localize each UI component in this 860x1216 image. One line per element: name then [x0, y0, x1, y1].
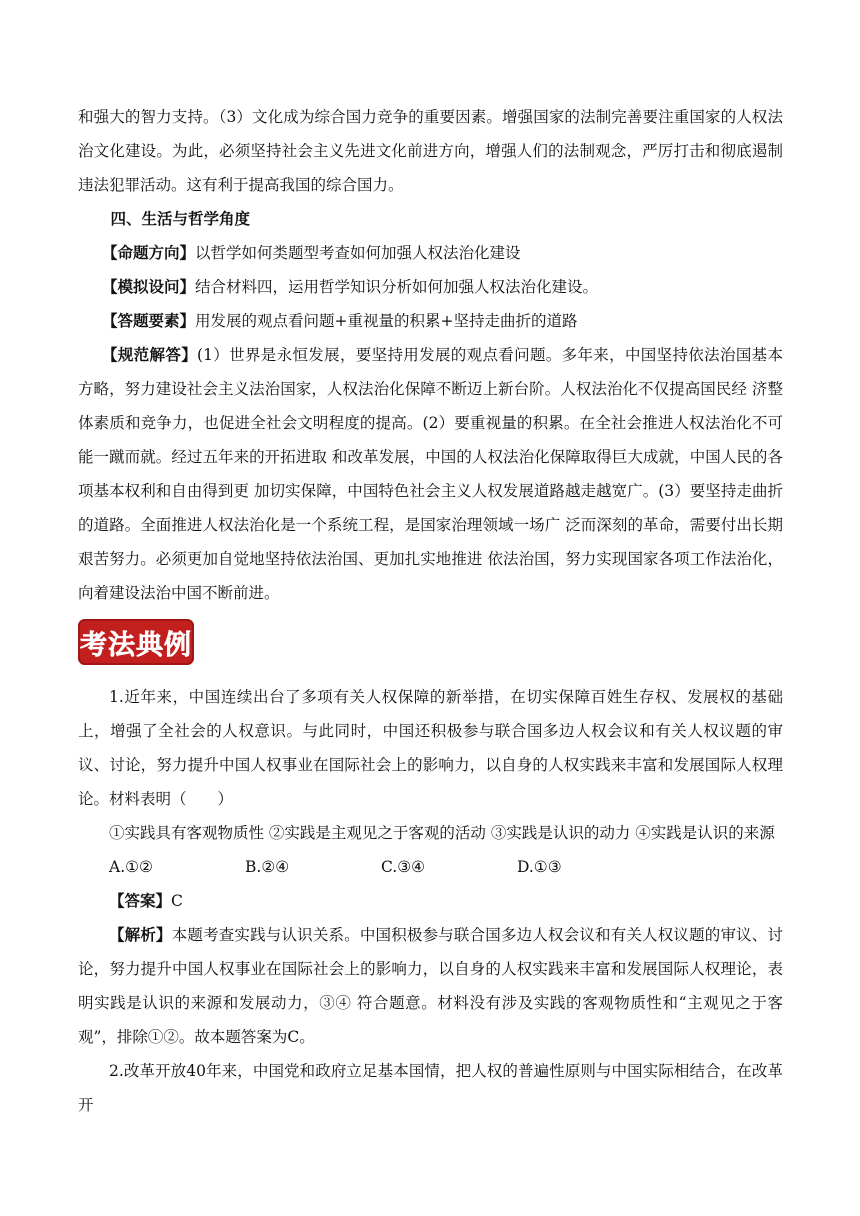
- answer-label: 【规范解答】: [102, 345, 198, 364]
- section4-heading: 四、生活与哲学角度: [110, 209, 251, 228]
- direction-paragraph: [78, 236, 783, 270]
- question-text: 结合材料四，运用哲学知识分析如何加强人权法治化建设。: [195, 278, 599, 296]
- example1-answer: [78, 884, 783, 918]
- elements-paragraph: [78, 304, 783, 338]
- question-label: 【模拟设问】: [102, 277, 196, 296]
- analysis-text: 本题考查实践与认识关系。中国积极参与联合国多边人权会议和有关人权议题的审议、讨论，努力提升中国人权事业在国际社会上的影响力，以自身的人权实践来丰富和发展国际人权理论，表明实践是认识的来源和发展动力，③④ 符合题意。材料没有涉及实践的客观物质性和“主观见之于客观”，排除①②。故本题答案为C。: [78, 926, 783, 1046]
- section3-tail-paragraph: 和强大的智力支持。（3）文化成为综合国力竞争的重要因素。增强国家的法制完善要注重国家的人权法治文化建设。为此，必须坚持社会主义先进文化前进方向，增强人们的法制观念，严厉打击和彻底遏制违法犯罪活动。这有利于提高我国的综合国力。: [78, 108, 783, 194]
- banner-label: 考法典例: [80, 629, 192, 661]
- elements-label: 【答题要素】: [102, 311, 196, 330]
- answer-key-label: 【答案】: [109, 891, 172, 910]
- document-body: [78, 100, 783, 1122]
- example1-stem: 1.近年来，中国连续出台了多项有关人权保障的新举措，在切实保障百姓生存权、发展权的基础上，增强了全社会的人权意识。与此同时，中国还积极参与联合国多边人权会议和有关人权议题的审议、讨论，努力提升中国人权事业在国际社会上的影响力，以自身的人权实践来丰富和发展国际人权理论。材料表明（ ）: [78, 688, 783, 808]
- option-a: A.①②: [109, 858, 153, 876]
- answer-text: (1）世界是永恒发展，要坚持用发展的观点看问题。多年来，中国坚持依法治国基本方略，努力建设社会主义法治国家，人权法治化保障不断迈上新台阶。人权法治化不仅提高国民经 济整体素质和竞争力，也促进全社会文明程度的提高。(2）要重视量的积累。在全社会推进人权法治化不可能一蹴而就。经过五年来的开拓进取 和改革发展，中国的人权法治化保障取得巨大成就，中国人民的各项基本权利和自由得到更 加切实保障，中国特色社会主义人权发展道路越走越宽广。(3）要坚持走曲折的道路。全面推进人权法治化是一个系统工程，是国家治理领域一场广 泛而深刻的革命，需要付出长期艰苦努力。必须更加自觉地坚持依法治国、更加扎实地推进 依法治国，努力实现国家各项工作法治化，向着建设法治中国不断前进。: [78, 346, 783, 602]
- banner-row: [78, 614, 783, 676]
- answer-paragraph: [78, 338, 783, 610]
- example2-stem: 2.改革开放40年来，中国党和政府立足基本国情，把人权的普遍性原则与中国实际相结合，在改革开: [78, 1062, 783, 1114]
- direction-label: 【命题方向】: [102, 243, 196, 262]
- option-b: B.②④: [245, 858, 290, 876]
- section-banner: [78, 619, 194, 665]
- elements-text: 用发展的观点看问题+重视量的积累+坚持走曲折的道路: [195, 312, 578, 330]
- option-d: D.①③: [517, 858, 562, 876]
- direction-text: 以哲学如何类题型考查如何加强人权法治化建设: [195, 244, 521, 262]
- answer-key-value: C: [171, 892, 183, 910]
- example1-options: [78, 850, 783, 884]
- question-paragraph: [78, 270, 783, 304]
- example1-statements: ①实践具有客观物质性 ②实践是主观见之于客观的活动 ③实践是认识的动力 ④实践是认识的来源: [109, 824, 775, 842]
- analysis-label: 【解析】: [109, 925, 172, 944]
- option-c: C.③④: [381, 858, 426, 876]
- example1-analysis: [78, 918, 783, 1054]
